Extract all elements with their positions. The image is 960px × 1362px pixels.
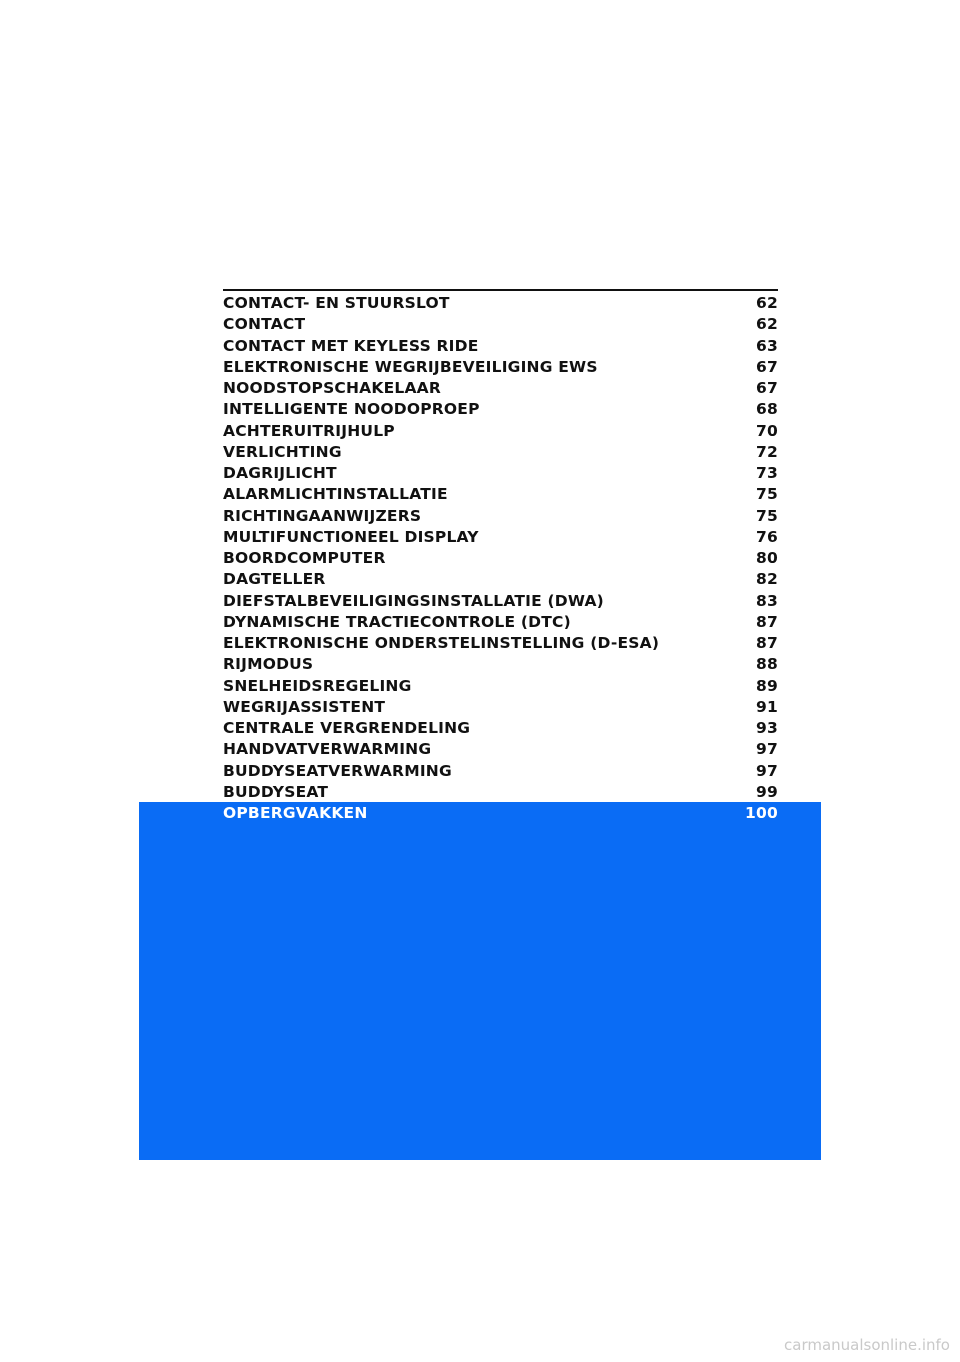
toc-entry-page: 75 <box>756 485 778 504</box>
toc-entry-title: ACHTERUITRIJHULP <box>223 421 395 440</box>
toc-entry-page: 82 <box>756 570 778 589</box>
toc-entry-title: ELEKTRONISCHE ONDERSTELINSTELLING (D-ESA) <box>223 634 660 652</box>
toc-top-rule <box>223 289 778 291</box>
toc-entry-page: 97 <box>756 740 778 759</box>
toc-entry-title: MULTIFUNCTIONEEL DISPLAY <box>223 527 479 546</box>
toc-entry-title: RIJMODUS <box>223 655 314 674</box>
toc-entry[interactable] <box>223 527 778 548</box>
toc-entry-page: 62 <box>756 294 778 312</box>
toc-entry-title: CONTACT <box>223 315 306 334</box>
toc-entry-title: WEGRIJASSISTENT <box>223 697 386 716</box>
toc-entry[interactable] <box>223 782 778 803</box>
toc-entry[interactable] <box>223 633 778 654</box>
toc-entry[interactable] <box>223 336 778 357</box>
toc-entry-title: VERLICHTING <box>223 442 342 461</box>
toc-entry[interactable] <box>223 803 778 824</box>
toc-entry[interactable] <box>223 718 778 739</box>
toc-entry-page: 97 <box>756 761 778 780</box>
watermark: carmanualsonline.info <box>784 1336 950 1354</box>
toc-entry[interactable] <box>223 548 778 569</box>
toc-entry-page: 63 <box>756 336 778 355</box>
toc-entry[interactable] <box>223 293 778 314</box>
toc-entry-page: 70 <box>756 421 778 440</box>
toc-entry-title: CENTRALE VERGRENDELING <box>223 719 471 737</box>
toc-entry-page: 89 <box>756 676 778 695</box>
toc-entry-title: BUDDYSEATVERWARMING <box>223 761 452 780</box>
toc-entry-page: 83 <box>756 591 778 610</box>
toc-entry-title: ELEKTRONISCHE WEGRIJBEVEILIGING EWS <box>223 357 598 376</box>
toc-entry-page: 67 <box>756 357 778 376</box>
toc-entry-title: BUDDYSEAT <box>223 782 329 801</box>
toc-entry-page: 75 <box>756 506 778 525</box>
toc-entry-title: OPBERGVAKKEN <box>223 804 368 822</box>
toc-entry[interactable] <box>223 676 778 697</box>
toc-entry-title: DIEFSTALBEVEILIGINGSINSTALLATIE (DWA) <box>223 591 604 610</box>
toc-entry-page: 67 <box>756 379 778 397</box>
toc-entry-page: 87 <box>756 612 778 631</box>
toc-entry-page: 72 <box>756 442 778 461</box>
toc-entry-page: 87 <box>756 634 778 652</box>
toc-entry-title: HANDVATVERWARMING <box>223 740 432 759</box>
toc-entry-page: 73 <box>756 464 778 482</box>
chapter-blue-panel <box>139 802 821 1160</box>
toc-entry-page: 76 <box>756 527 778 546</box>
toc-entry-title: DAGRIJLICHT <box>223 464 337 482</box>
toc-entry-title: CONTACT- EN STUURSLOT <box>223 294 450 312</box>
toc-entry[interactable] <box>223 484 778 505</box>
toc-entry-page: 80 <box>756 549 778 567</box>
toc-entry-page: 68 <box>756 400 778 419</box>
toc-entry-page: 91 <box>756 697 778 716</box>
toc-entry[interactable] <box>223 569 778 590</box>
toc-entry-title: ALARMLICHTINSTALLATIE <box>223 485 448 504</box>
toc-entry[interactable] <box>223 591 778 612</box>
toc-entry-page: 100 <box>745 804 778 822</box>
toc-entry[interactable] <box>223 399 778 420</box>
toc-entry[interactable] <box>223 314 778 335</box>
toc-entry[interactable] <box>223 506 778 527</box>
toc-entry[interactable] <box>223 739 778 760</box>
toc-entry-title: RICHTINGAANWIJZERS <box>223 506 422 525</box>
toc-entry-page: 62 <box>756 315 778 334</box>
toc-entry[interactable] <box>223 654 778 675</box>
toc-entry-title: INTELLIGENTE NOODOPROEP <box>223 400 480 419</box>
toc-entry-title: DYNAMISCHE TRACTIECONTROLE (DTC) <box>223 612 571 631</box>
toc-entry[interactable] <box>223 761 778 782</box>
toc-entry-page: 93 <box>756 719 778 737</box>
toc-entry-title: CONTACT MET KEYLESS RIDE <box>223 336 479 355</box>
toc-entry-page: 88 <box>756 655 778 674</box>
toc-entry[interactable] <box>223 697 778 718</box>
toc-entry-title: DAGTELLER <box>223 570 326 589</box>
toc-entry[interactable] <box>223 463 778 484</box>
toc-entry[interactable] <box>223 612 778 633</box>
toc-entry-page: 99 <box>756 782 778 801</box>
toc-entry-title: SNELHEIDSREGELING <box>223 676 412 695</box>
toc-entry[interactable] <box>223 421 778 442</box>
table-of-contents <box>223 293 778 824</box>
toc-entry[interactable] <box>223 442 778 463</box>
toc-entry-title: NOODSTOPSCHAKELAAR <box>223 379 441 397</box>
toc-entry[interactable] <box>223 378 778 399</box>
toc-entry[interactable] <box>223 357 778 378</box>
toc-entry-title: BOORDCOMPUTER <box>223 549 386 567</box>
